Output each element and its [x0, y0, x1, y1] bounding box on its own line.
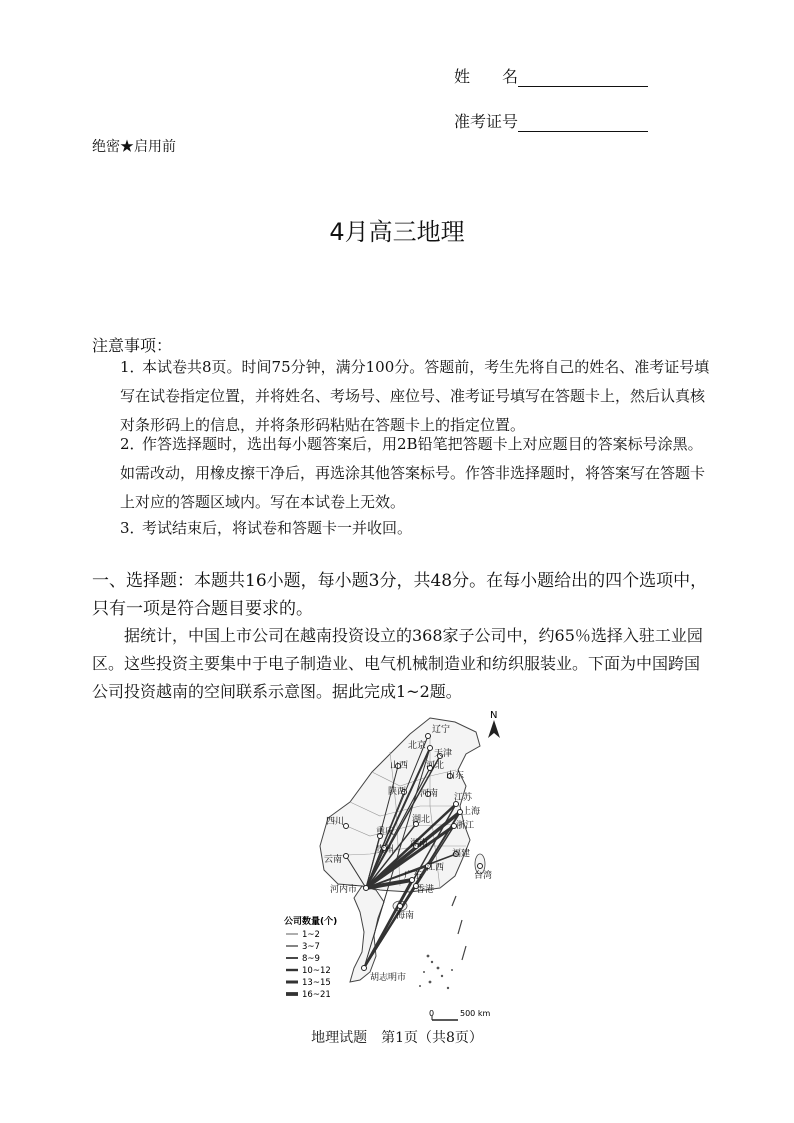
svg-text:N: N [490, 710, 498, 721]
label-shandong: 山东 [446, 771, 465, 781]
label-hochiminh: 胡志明市 [370, 973, 407, 983]
label-shanghai: 上海 [462, 807, 481, 817]
legend-item: 1~2 [302, 930, 320, 940]
label-fujian: 福建 [452, 849, 471, 859]
legend-title: 公司数量(个) [284, 917, 338, 927]
label-jiangxi: 江西 [426, 863, 445, 873]
label-shaanxi: 陕西 [388, 787, 407, 797]
note-number: 2． [120, 435, 145, 453]
investment-flow-map [280, 706, 520, 1024]
scale-bar [429, 1009, 490, 1020]
note-text: 作答选择题时，选出每小题答案后，用2B铅笔把答题卡上对应题目的答案标号涂黑。如需改动，用橡皮擦干净后，再选涂其他答案标号。作答非选择题时，将答案写在答题卡上对应的答题区域内。写在本试卷上无效。 [120, 435, 706, 511]
page-footer: 地理试题 第1页（共8页） [311, 1030, 483, 1046]
note-text: 本试卷共8页。时间75分钟，满分100分。答题前，考生先将自己的姓名、准考证号填写在试卷指定位置，并将姓名、考场号、座位号、准考证号填写在答题卡上，然后认真核对条形码上的信息，并将条形码粘贴在答题卡上的指定位置。 [120, 358, 710, 434]
note-number: 3． [120, 519, 145, 537]
label-guizhou: 贵州 [376, 845, 395, 855]
note-number: 1． [120, 358, 145, 376]
exam-id-blank-line [518, 115, 648, 132]
notes-heading: 注意事项： [92, 336, 173, 355]
label-tianjin: 天津 [434, 749, 453, 759]
label-beijing: 北京 [408, 741, 427, 751]
note-item-3 [120, 514, 710, 543]
page-title: 4月高三地理 [329, 218, 465, 246]
label-yunnan: 云南 [324, 855, 343, 865]
name-label: 姓 名 [454, 67, 519, 86]
note-text: 考试结束后，将试卷和答题卡一并收回。 [142, 519, 413, 537]
legend-item: 3~7 [302, 942, 320, 952]
label-hainan: 海南 [396, 911, 415, 921]
legend-item: 10~12 [302, 966, 331, 976]
label-taiwan: 台湾 [474, 871, 493, 881]
label-hebei: 河北 [426, 761, 445, 771]
legend-item: 13~15 [302, 978, 331, 988]
question-stem: 据统计，中国上市公司在越南投资设立的368家子公司中，约65％选择入驻工业园区。这些投资主要集中于电子制造业、电气机械制造业和纺织服装业。下面为中国跨国公司投资越南的空间联系示意图。据此完成1~2题。 [92, 626, 703, 701]
label-guangdong: 广东 [404, 871, 423, 881]
note-item-1 [120, 353, 710, 440]
label-shanxi: 山西 [390, 761, 409, 771]
label-jiangsu: 江苏 [454, 793, 473, 803]
name-field [454, 64, 648, 87]
exam-id-label: 准考证号 [454, 112, 519, 131]
scale-zero: 0 [429, 1009, 435, 1018]
name-blank-line [518, 70, 648, 87]
label-zhejiang: 浙江 [456, 821, 475, 831]
legend-item: 16~21 [302, 990, 331, 1000]
north-arrow-icon [488, 710, 500, 738]
note-item-2 [120, 430, 710, 517]
label-hongkong: 香港 [416, 885, 435, 895]
vietnam-outline [350, 886, 384, 982]
section-heading: 一、选择题：本题共16小题，每小题3分，共48分。在每小题给出的四个选项中，只有一项是符合题目要求的。 [92, 571, 708, 619]
south-china-sea-islands [419, 955, 453, 990]
label-sichuan: 四川 [326, 817, 345, 827]
exam-id-field [454, 109, 648, 132]
dash-line [452, 896, 466, 960]
legend-item: 8~9 [302, 954, 320, 964]
label-chongqing: 重庆 [376, 827, 395, 837]
label-liaoning: 辽宁 [432, 725, 451, 735]
confidential-mark: 绝密★启用前 [92, 139, 176, 155]
label-hanoi: 河内市 [330, 885, 358, 895]
label-hubei: 湖北 [412, 815, 431, 825]
label-hunan: 湖南 [410, 839, 429, 849]
scale-label: 500 km [460, 1009, 491, 1018]
label-henan: 河南 [420, 789, 439, 799]
map-legend [284, 915, 337, 1000]
